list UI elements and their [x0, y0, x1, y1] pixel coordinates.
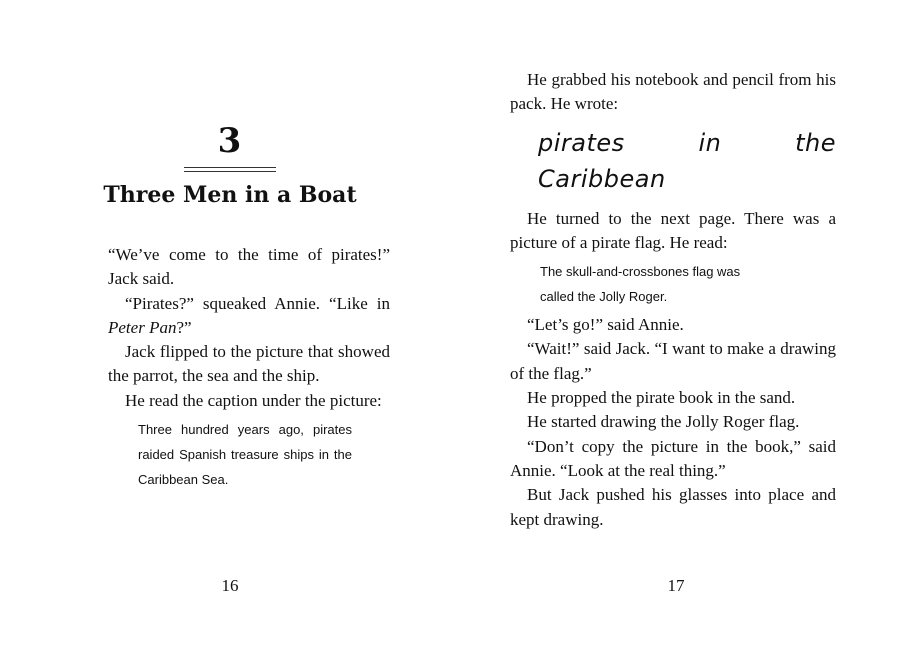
paragraph: He turned to the next page. There was a picture of a pirate flag. He read:	[510, 208, 836, 252]
paragraph: “We’ve come to the time of pirates!” Jack said.	[108, 245, 390, 289]
left-page-text	[108, 243, 390, 496]
chapter-title: Three Men in a Boat	[103, 182, 357, 208]
book-title-italic: Peter Pan	[108, 317, 177, 337]
chapter-divider-top	[184, 167, 276, 168]
paragraph: He grabbed his notebook and pencil from his pack. He wrote:	[510, 70, 836, 114]
chapter-divider-bottom	[184, 171, 276, 172]
paragraph: “Don’t copy the picture in the book,” said Annie. “Look at the real thing.”	[510, 436, 836, 480]
paragraph-text: ?”	[176, 317, 192, 337]
paragraph	[108, 292, 390, 341]
right-page	[450, 0, 900, 655]
page-number: 17	[667, 576, 685, 595]
paragraph: Jack flipped to the picture that showed the parrot, the sea and the ship.	[108, 342, 390, 386]
paragraph: “Let’s go!” said Annie.	[527, 315, 684, 335]
right-page-text	[510, 68, 836, 532]
paragraph: “Wait!” said Jack. “I want to make a drawing of the flag.”	[510, 339, 836, 383]
paragraph: But Jack pushed his glasses into place and kept drawing.	[510, 485, 836, 529]
paragraph: He propped the pirate book in the sand.	[527, 388, 796, 408]
paragraph-text: “Pirates?” squeaked Annie. “Like in	[125, 293, 390, 313]
chapter-number: 3	[217, 121, 243, 161]
book-caption: The skull-and-crossbones flag was called the Jolly Roger.	[540, 264, 741, 305]
handwritten-note: pirates in the Caribbean	[538, 128, 836, 193]
page-number: 16	[221, 576, 239, 595]
paragraph: He started drawing the Jolly Roger flag.	[527, 412, 800, 432]
book-caption: Three hundred years ago, pirates raided Spanish treasure ships in the Caribbean Sea.	[138, 422, 352, 488]
paragraph: He read the caption under the picture:	[125, 390, 382, 410]
